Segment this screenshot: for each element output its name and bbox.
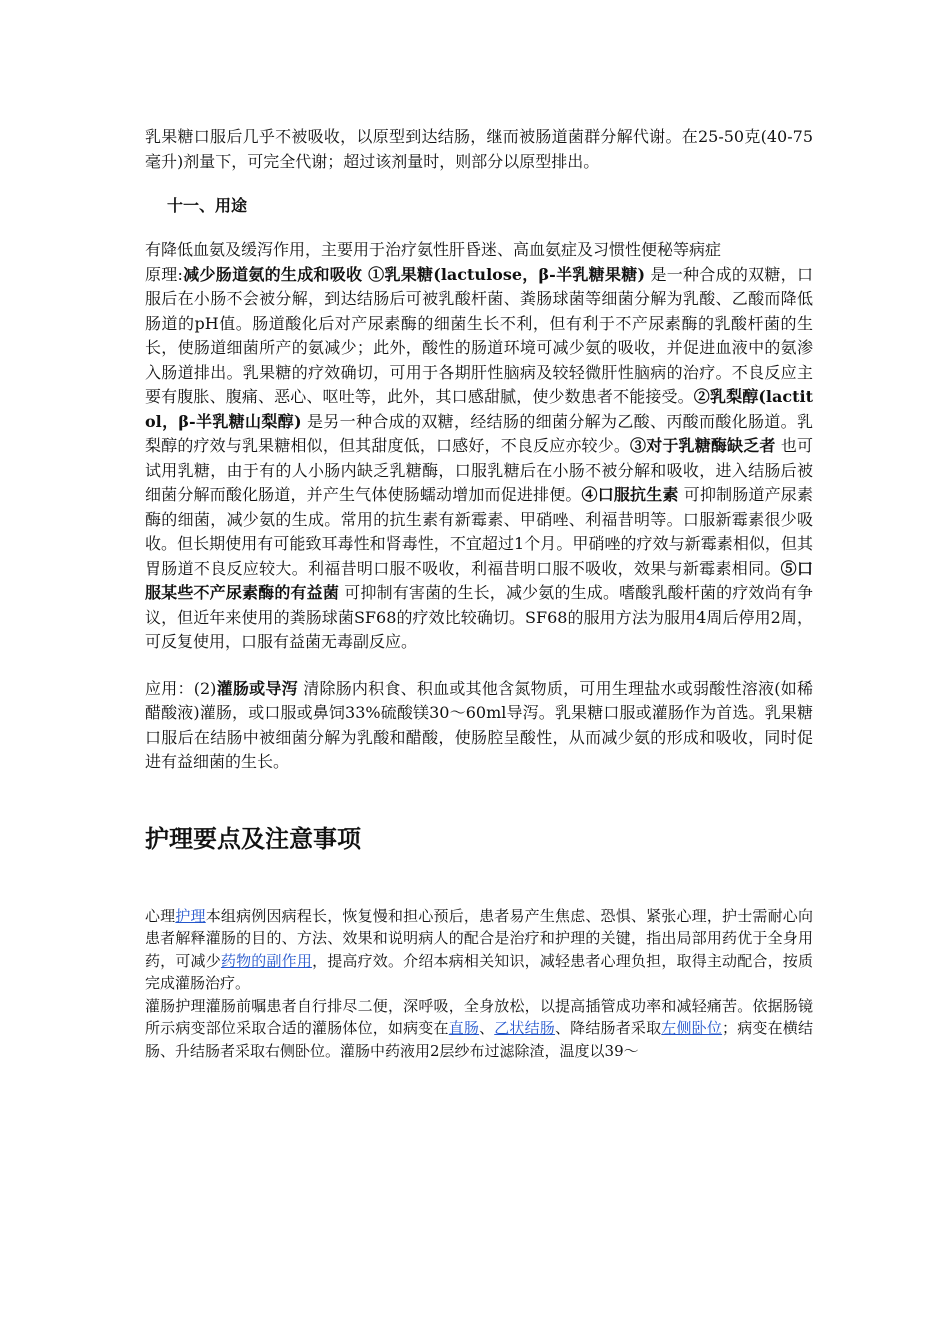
principle-label: 原理: — [145, 264, 183, 284]
application-heading: 灌肠或导泻 — [216, 678, 298, 698]
psych-text-2: 本组病例因病程长，恢复慢和担心预后，患者易产生焦虑、恐惧、紧张心理，护士需耐心向患者解释灌肠的目的、方法、效果和说明病人的配合是治疗和护理的关键，指出局部用药优于全身用药，可减少 — [145, 906, 813, 970]
application-text: 清除肠内积食、积血或其他含氮物质，可用生理盐水或弱酸性溶液(如稀醋酸液)灌肠，或口服或鼻饲33%硫酸镁30～60ml导泻。乳果糖口服或灌肠作为首选。乳果糖口服后在结肠中被细菌分解为乳酸和醋酸，使肠腔呈酸性，从而减少氨的形成和吸收，同时促进有益细菌的生长。 — [145, 678, 813, 771]
application-label: 应用：(2) — [145, 678, 217, 698]
enema-text-4: ；病变在横结肠、升结肠者采取右侧卧位。灌肠中药液用2层纱布过滤除渣，温度以39～ — [145, 1019, 813, 1060]
enema-text-2: 、 — [479, 1019, 495, 1037]
principle-paragraph — [145, 263, 813, 655]
principle-text-3: 也可试用乳糖，由于有的人小肠内缺乏乳糖酶，口服乳糖后在小肠不被分解和吸收，进入结肠后被细菌分解而酸化肠道，并产生气体使肠蠕动增加而促进排便。 — [145, 436, 813, 504]
link-drug-side-effects[interactable]: 药物的副作用 — [220, 951, 313, 970]
enema-text-1: 灌肠护理灌肠前嘱患者自行排尽二便，深呼吸，全身放松，以提高插管成功率和减轻痛苦。依据肠镜所示病变部位采取合适的灌肠体位，如病变在 — [145, 996, 813, 1037]
principle-text-1: 是一种合成的双糖，口服后在小肠不会被分解，到达结肠后可被乳酸杆菌、粪肠球菌等细菌分解为乳酸、乙酸而降低肠道的pH值。肠道酸化后对产尿素酶的细菌生长不利，但有利于不产尿素酶的乳酸杆菌的生长，使肠道细菌所产的氨减少；此外，酸性的肠道环境可减少氨的吸收，并促进血液中的氨渗入肠道排出。乳果糖的疗效确切，可用于各期肝性脑病及较轻微肝性脑病的治疗。不良反应主要有腹胀、腹痛、恶心、呕吐等，此外，其口感甜腻，使少数患者不能接受。 — [145, 264, 813, 406]
usage-paragraph: 有降低血氨及缓泻作用，主要用于治疗氨性肝昏迷、高血氨症及习惯性便秘等病症 — [145, 240, 722, 259]
principle-text-4: 可抑制肠道产尿素酶的细菌，减少氨的生成。常用的抗生素有新霉素、甲硝唑、利福昔明等。口服新霉素很少吸收。但长期使用有可能致耳毒性和肾毒性，不宜超过1个月。甲硝唑的疗效与新霉素相似，但其胃肠道不良反应较大。利福昔明口服不吸收，利福昔明口服不吸收，效果与新霉素相同。 — [145, 485, 813, 578]
principle-heading-4: ④口服抗生素 — [581, 485, 679, 504]
principle-heading-3: ③对于乳糖酶缺乏者 — [630, 436, 776, 455]
link-rectum[interactable]: 直肠 — [448, 1019, 480, 1037]
principle-heading: 减少肠道氨的生成和吸收 ①乳果糖(lactulose，β-半乳糖果糖) — [182, 264, 646, 284]
enema-nursing-paragraph — [145, 995, 813, 1063]
psych-text-3: ，提高疗效。介绍本病相关知识，减轻患者心理负担，取得主动配合，按质完成灌肠治疗。 — [145, 951, 813, 992]
intro-paragraph: 乳果糖口服后几乎不被吸收，以原型到达结肠，继而被肠道菌群分解代谢。在25-50克(40-75毫升)剂量下，可完全代谢；超过该剂量时，则部分以原型排出。 — [145, 127, 813, 171]
link-nursing[interactable]: 护理 — [175, 906, 206, 925]
link-left-lateral-position[interactable]: 左侧卧位 — [661, 1019, 723, 1037]
principle-text-5: 可抑制有害菌的生长，减少氨的生成。嗜酸乳酸杆菌的疗效尚有争议，但近年来使用的粪肠球菌SF68的疗效比较确切。SF68的服用方法为服用4周后停用2周，可反复使用，口服有益菌无毒副反应。 — [145, 583, 813, 651]
nursing-title: 护理要点及注意事项 — [145, 823, 361, 853]
psych-nursing-paragraph — [145, 905, 813, 995]
enema-text-3: 、降结肠者采取 — [555, 1019, 662, 1037]
principle-heading-2: ②乳梨醇(lactitol，β-半乳糖山梨醇) — [145, 387, 813, 431]
principle-text-2: 是另一种合成的双糖，经结肠的细菌分解为乙酸、丙酸而酸化肠道。乳梨醇的疗效与乳果糖相似，但其甜度低，口感好，不良反应亦较少。 — [145, 411, 813, 455]
application-paragraph — [145, 677, 813, 775]
psych-text-1: 心理 — [145, 906, 176, 925]
link-sigmoid-colon[interactable]: 乙状结肠 — [494, 1019, 555, 1037]
document-page — [145, 125, 813, 1062]
section-heading-usage: 十一、用途 — [167, 196, 248, 215]
principle-heading-5: ⑤口服某些不产尿素酶的有益菌 — [145, 558, 813, 602]
